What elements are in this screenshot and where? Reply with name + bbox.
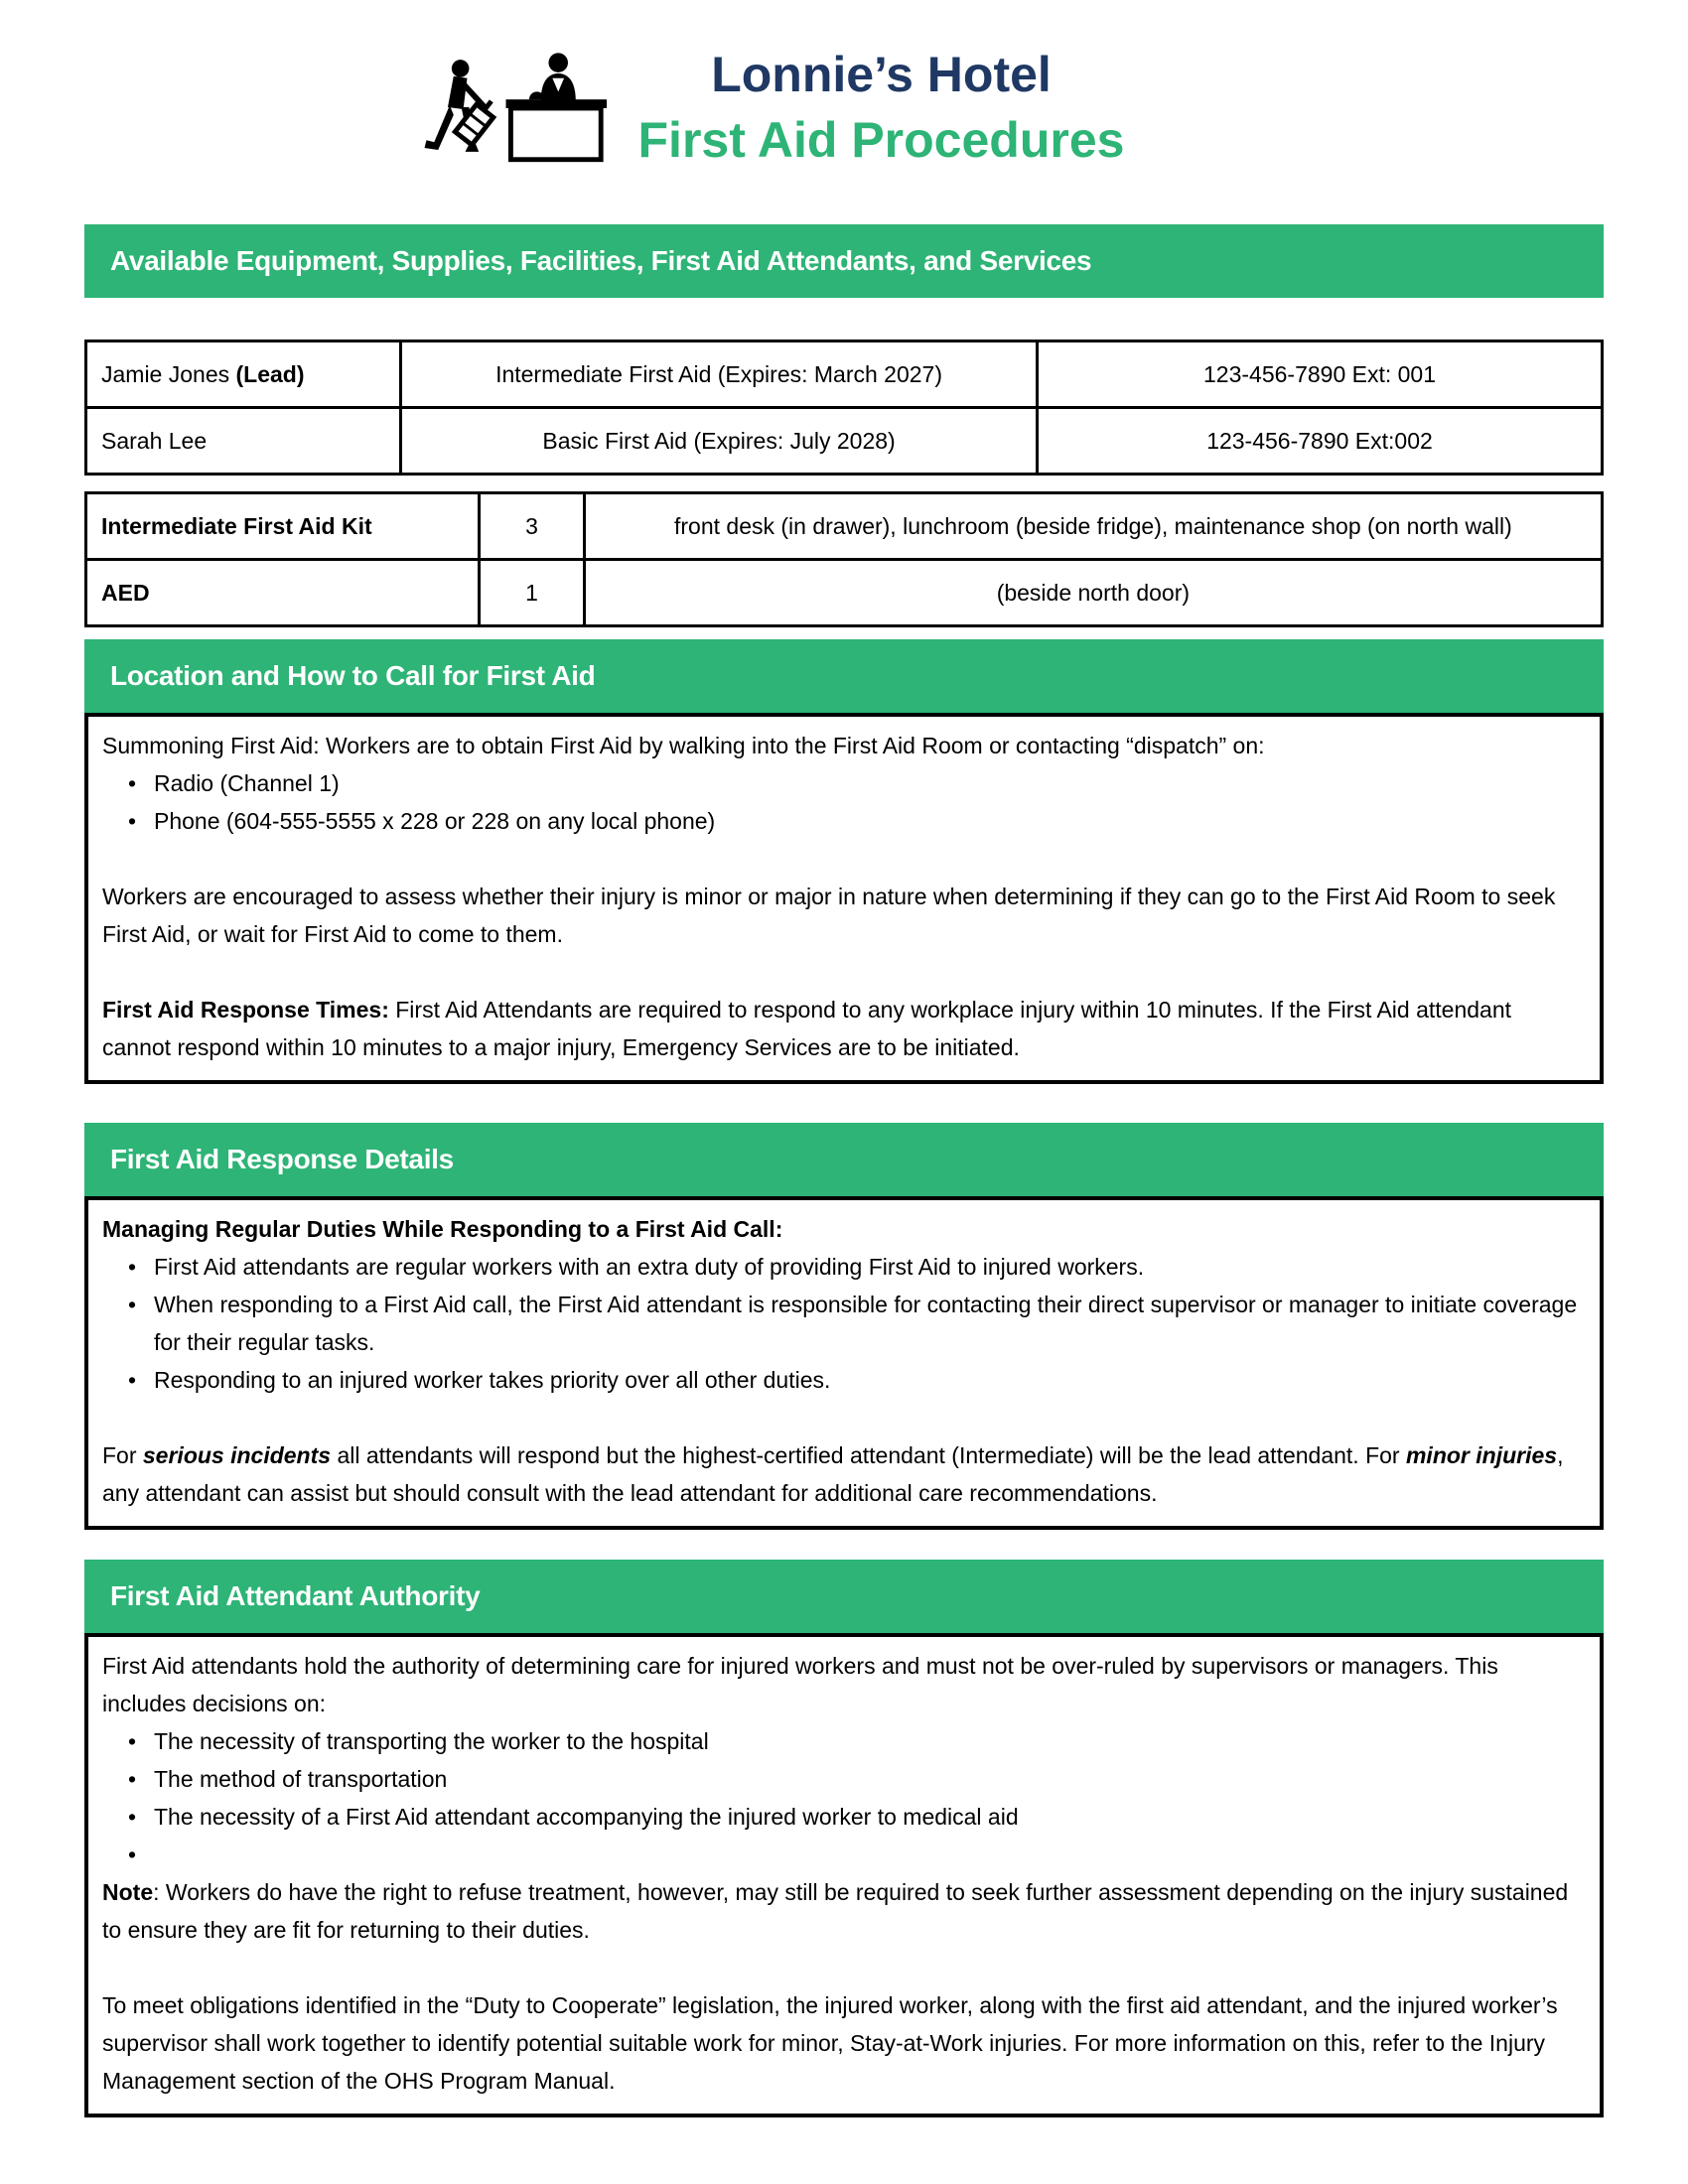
response-duties-list [102,1248,1584,1399]
text-segment: , any attendant can assist but should consult with the lead attendant for additional care recommendations. [102,1442,1564,1506]
banner-authority-label: First Aid Attendant Authority [110,1580,481,1611]
response-times-text: First Aid Attendants are required to respond to any workplace injury within 10 minutes. If the First Aid attendant cannot respond within 10 minutes to a major injury, Emergency Services are to be initiated. [102,997,1512,1060]
minor-major-paragraph: Workers are encouraged to assess whether their injury is minor or major in nature when determining if they can go to the First Aid Room to seek First Aid, or wait for First Aid to come to them. [102,884,1556,947]
equipment-quantity-cell: 1 [480,560,584,626]
list-item: • Phone (604-555-5555 x 228 or 228 on any local phone) [124,802,1584,840]
hotel-name: Lonnie’s Hotel [711,47,1052,102]
authority-decisions-list [102,1722,1584,1873]
section-banner-location [84,639,1604,713]
response-details-box [84,1196,1604,1530]
equipment-quantity-cell: 3 [480,493,584,560]
note-text: : Workers do have the right to refuse treatment, however, may still be required to seek further assessment depending on the injury sustained to ensure they are fit for returning to their duties. [102,1879,1569,1943]
minor-injuries-emphasis: minor injuries [1405,1442,1558,1468]
incident-severity-paragraph [102,1436,1584,1512]
note-label: Note [102,1879,154,1905]
attendants-table [84,340,1604,476]
attendant-name: Sarah Lee [101,427,208,454]
table-row [86,341,1603,408]
list-item: • Responding to an injured worker takes priority over all other duties. [124,1361,1584,1399]
text-segment: For [102,1442,143,1468]
managing-duties-heading: Managing Regular Duties While Responding to a First Aid Call: [102,1216,783,1242]
attendant-authority-box [84,1633,1604,2117]
table-row [86,493,1603,560]
summoning-intro: Summoning First Aid: Workers are to obtain First Aid by walking into the First Aid Room or contacting “dispatch” on: [102,733,1265,758]
table-row [86,560,1603,626]
document-title: First Aid Procedures [637,112,1125,168]
attendant-role: (Lead) [235,360,305,387]
list-item-empty [124,1836,1584,1873]
attendant-name-cell [86,341,401,408]
title-block [638,46,1125,169]
equipment-item-cell: AED [86,560,480,626]
response-times-paragraph [102,991,1584,1066]
banner-available-label: Available Equipment, Supplies, Facilities, First Aid Attendants, and Services [110,245,1092,276]
equipment-location-cell: front desk (in drawer), lunchroom (beside fridge), maintenance shop (on north wall) [584,493,1602,560]
list-item: • First Aid attendants are regular workers with an extra duty of providing First Aid to injured workers. [124,1248,1584,1286]
attendant-phone-cell: 123-456-7890 Ext:002 [1038,408,1603,475]
hotel-front-desk-icon [405,49,609,166]
list-item: • The method of transportation [124,1760,1584,1798]
banner-location-label: Location and How to Call for First Aid [110,660,596,691]
summoning-methods-list [102,764,1584,840]
list-item: • When responding to a First Aid call, the First Aid attendant is responsible for contacting their direct supervisor or manager to initiate coverage for their regular tasks. [124,1286,1584,1361]
list-item: • The necessity of a First Aid attendant accompanying the injured worker to medical aid [124,1798,1584,1836]
text-segment: all attendants will respond but the highest-certified attendant (Intermediate) will be the lead attendant. For [331,1442,1406,1468]
attendant-name: Jamie Jones [101,360,230,387]
list-item: • Radio (Channel 1) [124,764,1584,802]
list-item: • The necessity of transporting the worker to the hospital [124,1722,1584,1760]
refuse-treatment-note [102,1873,1584,1949]
table-row [86,408,1603,475]
response-times-label: First Aid Response Times: [102,997,389,1023]
attendant-cert-cell: Intermediate First Aid (Expires: March 2027) [401,341,1038,408]
serious-incidents-emphasis: serious incidents [142,1442,332,1468]
section-banner-available-equipment [84,224,1604,298]
banner-response-label: First Aid Response Details [110,1144,454,1174]
location-section-box [84,713,1604,1084]
section-banner-attendant-authority [84,1560,1604,1633]
document-header [0,0,1609,173]
attendant-cert-cell: Basic First Aid (Expires: July 2028) [401,408,1038,475]
section-banner-response-details [84,1123,1604,1196]
duty-to-cooperate-paragraph: To meet obligations identified in the “Duty to Cooperate” legislation, the injured worker, along with the first aid attendant, and the injured worker’s supervisor shall work together to identify potential suitable work for minor, Stay-at-Work injuries. For more information on this, refer to the Injury Management section of the OHS Program Manual. [102,1992,1558,2094]
equipment-table [84,491,1604,627]
attendant-phone-cell: 123-456-7890 Ext: 001 [1038,341,1603,408]
authority-intro: First Aid attendants hold the authority of determining care for injured workers and must not be over-ruled by supervisors or managers. This includes decisions on: [102,1653,1498,1716]
equipment-item-cell: Intermediate First Aid Kit [86,493,480,560]
equipment-location-cell: (beside north door) [584,560,1602,626]
attendant-name-cell [86,408,401,475]
